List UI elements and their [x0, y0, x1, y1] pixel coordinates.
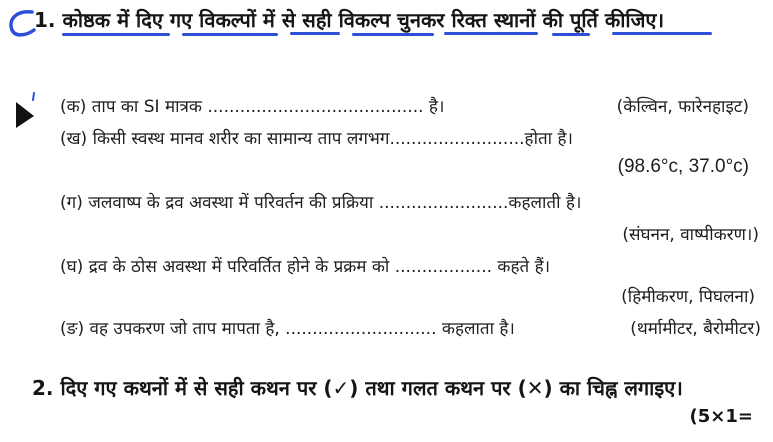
question-2-heading: 2. दिए गए कथनों में से सही कथन पर (✓) तथा गलत कथन पर (✕) का चिह्न लगाइए।	[32, 376, 683, 400]
highlight-underline	[444, 32, 538, 35]
question-1-heading: 1. कोष्ठक में दिए गए विकल्पों में से सही विकल्प चुनकर रिक्त स्थानों की पूर्ति कीजिए।	[34, 8, 665, 32]
highlight-underline	[62, 33, 170, 36]
fill-blank-item-ka: (क) ताप का SI मात्रक ........................................ है।	[60, 97, 445, 117]
option-hint-kha: (98.6°c, 37.0°c)	[617, 156, 749, 177]
option-hint-ka: (केल्विन, फारेनहाइट)	[616, 97, 749, 117]
option-hint-gha: (हिमीकरण, पिघलना)	[621, 287, 755, 307]
fill-blank-item-nga: (ङ) वह उपकरण जो ताप मापता है, ............................ कहलाता है।	[60, 319, 515, 339]
pointer-cursor-icon	[14, 100, 36, 130]
highlight-underline	[612, 32, 712, 35]
marks-label: (5×1=	[689, 406, 753, 427]
fill-blank-item-ga: (ग) जलवाष्प के द्रव अवस्था में परिवर्तन की प्रक्रिया ........................कहलाती है।	[60, 193, 582, 213]
option-hint-ga: (संघनन, वाष्पीकरण।)	[622, 225, 759, 245]
highlight-underline	[290, 32, 340, 35]
highlight-underline	[182, 33, 278, 36]
pen-swoosh-annotation	[4, 6, 38, 40]
option-hint-nga: (थर्मामीटर, बैरोमीटर)	[630, 319, 761, 339]
highlight-underline	[552, 33, 590, 36]
highlight-underline	[352, 33, 434, 36]
fill-blank-item-kha: (ख) किसी स्वस्थ मानव शरीर का सामान्य ताप लगभग.........................होता है।	[60, 129, 573, 149]
fill-blank-item-gha: (घ) द्रव के ठोस अवस्था में परिवर्तित होने के प्रक्रम को .................. कहते हैं।	[60, 257, 551, 277]
ink-dot	[30, 92, 38, 102]
